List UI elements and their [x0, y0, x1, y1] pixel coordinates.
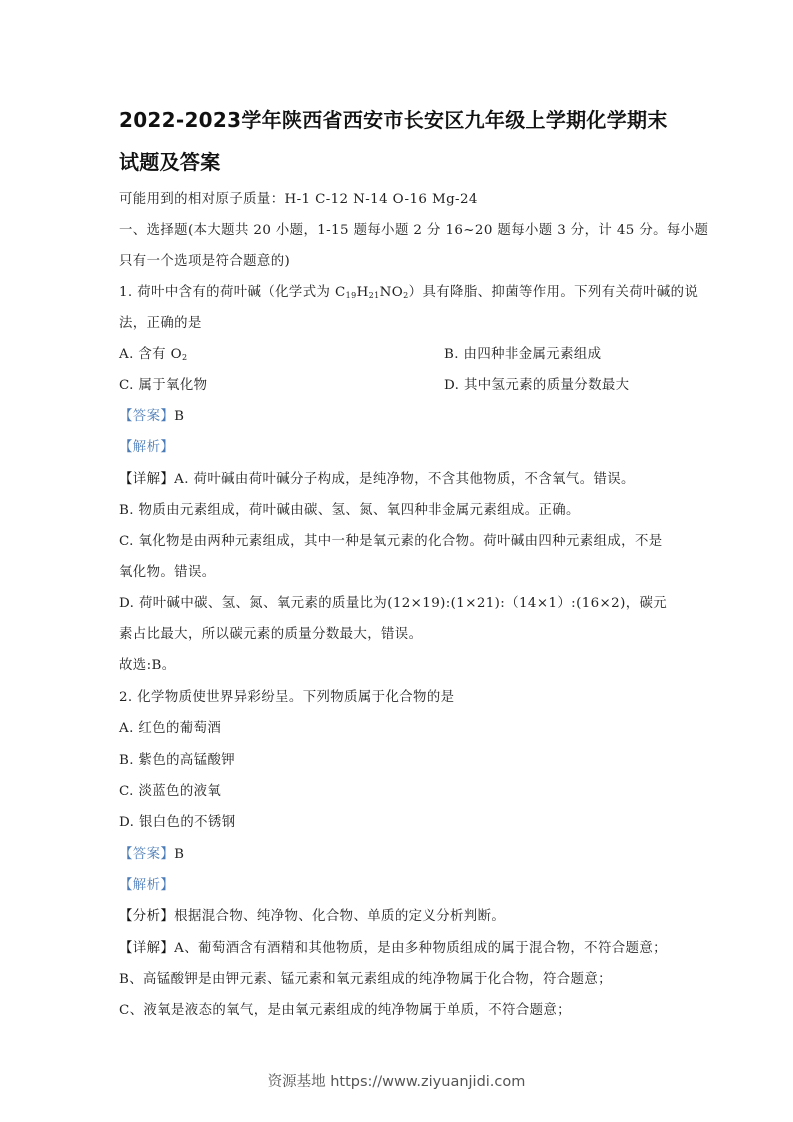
q2-analysis-label: 【解析】	[119, 878, 175, 893]
q2-detail-text: A、葡萄酒含有酒精和其他物质，是由多种物质组成的属于混合物，不符合题意；	[174, 941, 667, 956]
atomic-mass-note: 可能用到的相对原子质量：H-1 C-12 N-14 O-16 Mg-24	[119, 192, 478, 207]
q1-stem-pre: 1. 荷叶中含有的荷叶碱（化学式为 C	[119, 285, 346, 300]
document-title-line1: 2022-2023学年陕西省西安市长安区九年级上学期化学期末	[119, 108, 668, 132]
q2-option-a: A. 红色的葡萄酒	[119, 721, 222, 736]
q2-detail-line2: B、高锰酸钾是由钾元素、锰元素和氧元素组成的纯净物属于化合物，符合题意；	[119, 972, 612, 987]
q2-detail-label: 【详解】	[119, 941, 175, 956]
section-instructions-line2: 只有一个选项是符合题意的)	[119, 254, 291, 269]
q1-option-a-sub: 2	[182, 353, 188, 362]
q1-option-a-text: A. 含有 O	[119, 347, 182, 362]
q2-detail-line1	[119, 937, 667, 956]
q1-option-a	[119, 343, 188, 362]
q2-detail-line3: C、液氧是液态的氧气，是由氧元素组成的纯净物属于单质，不符合题意；	[119, 1003, 571, 1018]
q1-stem-line2: 法，正确的是	[119, 316, 202, 331]
q1-formula-h: H	[356, 285, 369, 300]
q2-fenxi-text: 根据混合物、纯净物、化合物、单质的定义分析判断。	[174, 909, 506, 924]
q1-formula-no: NO	[379, 285, 404, 300]
q2-answer	[119, 843, 184, 862]
q2-fenxi-label: 【分析】	[119, 909, 175, 924]
q1-detail-label: 【详解】	[119, 472, 175, 487]
q1-detail-line2: B. 物质由元素组成，荷叶碱由碳、氢、氮、氧四种非金属元素组成。正确。	[119, 503, 580, 518]
q1-formula-h-sub: 21	[368, 291, 380, 300]
q1-answer	[119, 405, 184, 424]
q2-fenxi	[119, 905, 505, 924]
q1-answer-label: 【答案】	[119, 409, 175, 424]
q1-option-b: B. 由四种非金属元素组成	[444, 347, 602, 362]
q1-detail-line5: D. 荷叶碱中碳、氢、氮、氧元素的质量比为(12×19):(1×21):（14×1）:(16×2)，碳元	[119, 596, 668, 611]
footer-watermark: 资源基地 https://www.ziyuanjidi.com	[267, 1074, 526, 1090]
q1-stem-line1	[119, 281, 698, 300]
q1-formula-c-sub: 19	[345, 291, 357, 300]
q1-detail-text: A. 荷叶碱由荷叶碱分子构成，是纯净物，不含其他物质，不含氧气。错误。	[174, 472, 635, 487]
q2-answer-value: B	[174, 847, 185, 862]
q2-option-b: B. 紫色的高锰酸钾	[119, 753, 236, 768]
q1-formula-o-sub: 2	[403, 291, 409, 300]
q1-detail-line6: 素占比最大，所以碳元素的质量分数最大，错误。	[119, 627, 423, 642]
q1-option-d: D. 其中氢元素的质量分数最大	[444, 378, 630, 393]
q2-stem: 2. 化学物质使世界异彩纷呈。下列物质属于化合物的是	[119, 690, 455, 705]
q1-conclusion: 故选:B。	[119, 658, 176, 673]
q1-option-c: C. 属于氧化物	[119, 378, 208, 393]
section-instructions-line1: 一、选择题(本大题共 20 小题，1-15 题每小题 2 分 16~20 题每小题 3 分，计 45 分。每小题	[119, 223, 709, 238]
q1-stem-post: ）具有降脂、抑菌等作用。下列有关荷叶碱的说	[408, 285, 699, 300]
q1-detail-line4: 氧化物。错误。	[119, 565, 216, 580]
q1-detail-line1	[119, 468, 635, 487]
q2-answer-label: 【答案】	[119, 847, 175, 862]
q1-analysis-label: 【解析】	[119, 440, 175, 455]
q2-option-d: D. 银白色的不锈钢	[119, 815, 236, 830]
q2-option-c: C. 淡蓝色的液氧	[119, 784, 222, 799]
q1-answer-value: B	[174, 409, 185, 424]
document-title-line2: 试题及答案	[119, 150, 221, 174]
q1-detail-line3: C. 氧化物是由两种元素组成，其中一种是氧元素的化合物。荷叶碱由四种元素组成，不是	[119, 534, 663, 549]
